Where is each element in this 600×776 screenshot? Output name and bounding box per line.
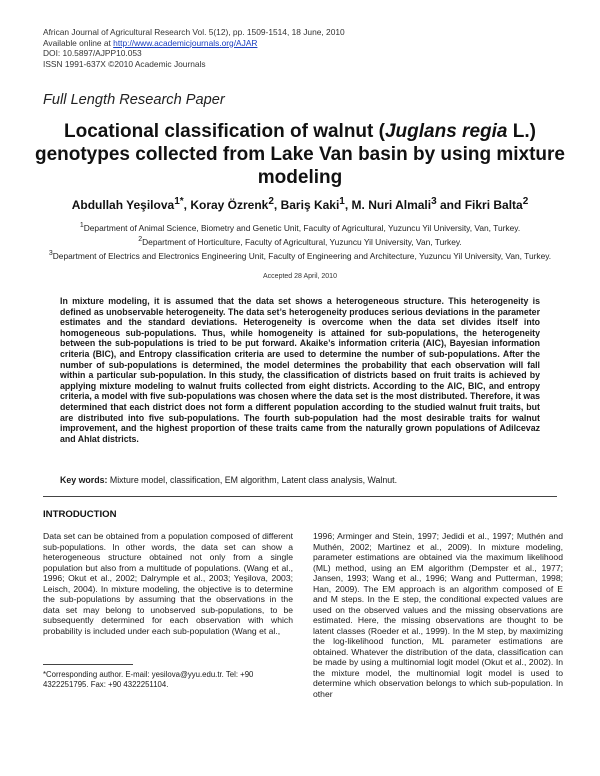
author [352, 198, 465, 212]
keywords-label: Key words: [60, 475, 108, 485]
affiliation-text: Department of Animal Science, Biometry and Genetic Unit, Faculty of Agricultural, Yuzuncu Yil University, Van, Turkey. [83, 222, 521, 233]
affiliation-number: 2 [138, 235, 143, 243]
affiliation-text: Department of Horticulture, Faculty of Agricultural, Yuzuncu Yil University, Van, Turkey. [142, 236, 462, 247]
issn: ISSN 1991-637X ©2010 Academic Journals [43, 58, 206, 69]
journal-header [43, 27, 345, 69]
keywords [60, 475, 540, 485]
author [281, 198, 352, 212]
availability-line [43, 38, 345, 49]
title-part-1: Locational classification of walnut ( [64, 121, 385, 142]
paper-title [30, 120, 570, 189]
author-name: M. Nuri Almali [351, 198, 432, 212]
affiliation [40, 220, 560, 234]
affiliations [40, 220, 560, 261]
author [72, 198, 191, 212]
author-separator: , [273, 198, 281, 212]
author-separator: , [344, 198, 352, 212]
author-name: Koray Özrenk [190, 198, 269, 212]
author-name: Bariş Kaki [280, 198, 340, 212]
author [465, 198, 529, 212]
title-part-2: L.) genotypes collected from Lake Van basin by using mixture modeling [34, 121, 566, 188]
author-affiliation-marker: 3 [431, 196, 437, 207]
author-affiliation-marker: 1 [174, 196, 180, 207]
affiliation [40, 248, 560, 262]
author [190, 198, 280, 212]
corresponding-marker: * [179, 196, 184, 207]
author-affiliation-marker: 1 [339, 196, 345, 207]
journal-url-link[interactable]: http://www.academicjournals.org/AJAR [113, 37, 258, 48]
author-affiliation-marker: 2 [268, 196, 274, 207]
paper-type: Full Length Research Paper [43, 92, 225, 108]
author-name: Fikri Balta [464, 198, 523, 212]
introduction-heading: INTRODUCTION [43, 509, 117, 520]
author-separator: and [436, 198, 465, 212]
section-divider [43, 496, 557, 497]
affiliation [40, 234, 560, 248]
accepted-date: Accepted 28 April, 2010 [263, 273, 337, 280]
affiliation-number: 3 [48, 249, 53, 257]
author-affiliation-marker: 2 [522, 196, 529, 207]
author-separator: , [183, 198, 191, 212]
title-species: Juglans regia [384, 121, 508, 142]
abstract: In mixture modeling, it is assumed that the data set shows a heterogeneous structure. This heterogeneity is defined as unobservable heterogeneity. The data set’s heterogeneity produces serious deviations in the parameter estimates and the standard deviations. Heterogeneity is overcome when the data set divides itself into homogeneous sub-populations. Thus, while homogeneity is attained for sub-populations, the heterogeneity between the sub-populations is tried to be put forward. Akaike’s information criteria (AIC), Bayesian information criteria (BIC), and Entropy classification criteria are used to determine the number of sub-populations. After the number of sub-populations is determined, the model determines the probability that each observation will fall within a particular sub-population. In this study, the classification of districts based on fruit traits is achieved by applying mixture modeling to walnut fruits collected from eight districts. According to the AIC, BIC, and entropy criteria, a model with five sub-populations was chosen where the data set is the most distributed. Therefore, it was determined that each district does not form a different population according to the studied walnut fruit traits, but are distributed into five sub-populations. The fourth sub-population had the most desirable traits for walnut improvement, and the highest proportion of these traits came from the naturally grown populations of Adilcevaz and Ahlat districts. [60, 296, 540, 444]
body-column-right: 1996; Arminger and Stein, 1997; Jedidi et al., 1997; Muthén and Muthén, 2002; Martinez et al., 2009). In mixture modeling, parameter estimations are obtained via the maximum likelihood (ML) method, using an EM algorithm (Dempster et al., 1977; Jansen, 1993; Wang et al., 1996; Wang and Putterman, 1998; Han, 2009). The EM approach is an algorithm composed of E and M steps. In the E step, the conditional expected values are used on the observed values and the missing observations are estimated. Here, the missing observations are thought to be latent classes (Roeder et al., 1999). In the M step, by maximizing the log-likelihood function, ML parameter estimations are obtained. Whatever the distribution of the data, classification can be made by using a multinomial logit model (Okut et al., 2002). In the mixture model, the multinomial logit model is used to determine which observation belongs to which sub-population. In other [313, 531, 563, 699]
keywords-text: Mixture model, classification, EM algorithm, Latent class analysis, Walnut. [107, 475, 398, 485]
body-column-left: Data set can be obtained from a population composed of different sub-populations. In other words, the data set can show a heterogeneous structure obtained not only from a single population but also from a multitude of populations. (Wang et al., 1996; Okut et al., 2002; Dalrymple et al., 2003; Yeşilova, 2003; Leisch, 2004). In mixture modeling, the objective is to determine the sub-populations by assuming that the observations in the data set may belong to unobserved sub-populations, to be subsequently determined for each observation with which probability is included under each sub-population (Wang et al., [43, 531, 293, 636]
availability-prefix: Available online at [43, 37, 114, 48]
affiliation-text: Department of Electrics and Electronics Engineering Unit, Faculty of Engineering and Architecture, Yuzuncu Yil University, Van, Turkey. [52, 250, 552, 261]
author-list [40, 196, 560, 212]
author-name: Abdullah Yeşilova [71, 198, 175, 212]
corresponding-author-footnote: *Corresponding author. E-mail: yesilova@yyu.edu.tr. Tel: +90 4322251795. Fax: +90 4322251104. [43, 670, 254, 690]
affiliation-number: 1 [79, 222, 84, 229]
doi: DOI: 10.5897/AJPP10.053 [43, 48, 142, 59]
footnote-divider [43, 664, 133, 665]
journal-citation: African Journal of Agricultural Research Vol. 5(12), pp. 1509-1514, 18 June, 2010 [43, 27, 345, 37]
